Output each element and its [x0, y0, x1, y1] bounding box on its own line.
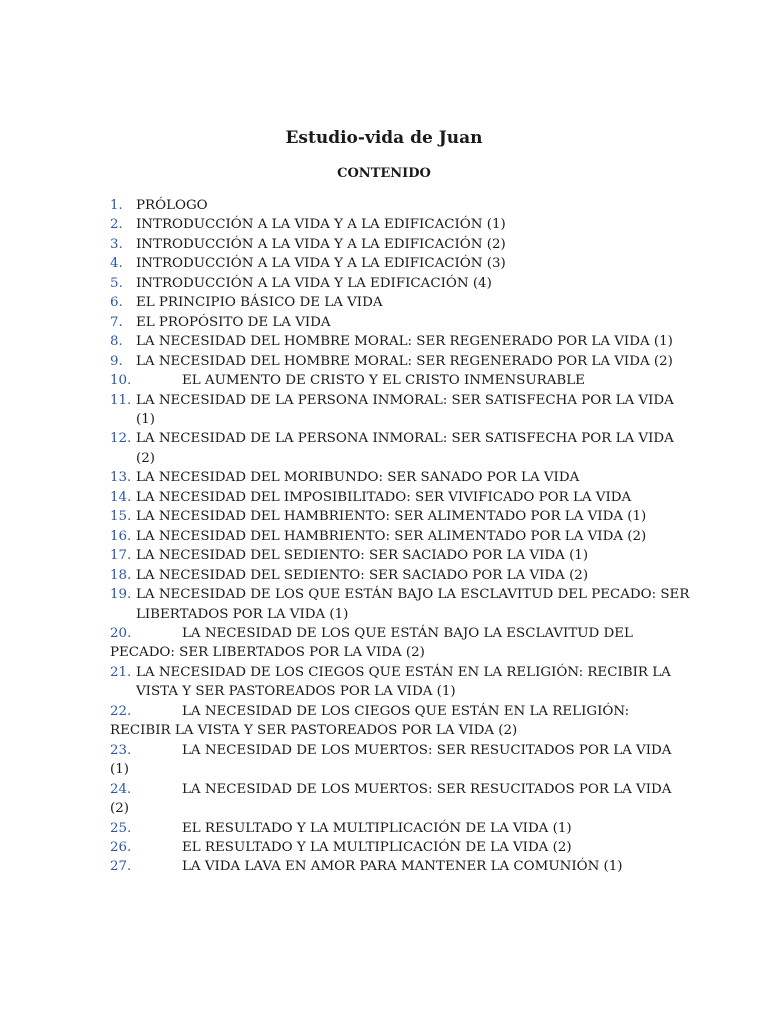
toc-item[interactable]	[110, 546, 690, 565]
toc-item-number[interactable]: 27.	[110, 859, 132, 875]
toc-item-number[interactable]: 16.	[110, 528, 132, 544]
toc-item[interactable]	[110, 235, 690, 254]
toc-item-number[interactable]: 2.	[110, 217, 123, 233]
toc-item[interactable]	[110, 332, 690, 351]
toc-item-title[interactable]: LA NECESIDAD DE LOS MUERTOS: SER RESUCITADOS POR LA VIDA (2)	[110, 781, 672, 817]
toc-item-number[interactable]: 18.	[110, 567, 132, 583]
toc-item[interactable]	[110, 702, 690, 741]
toc-item[interactable]	[110, 196, 690, 215]
toc-item-number[interactable]: 10.	[110, 373, 132, 389]
toc-item-number[interactable]: 17.	[110, 548, 132, 564]
toc-item[interactable]	[110, 566, 690, 585]
toc-item[interactable]	[110, 274, 690, 293]
toc-item-number[interactable]: 20.	[110, 625, 132, 641]
toc-item[interactable]	[110, 468, 690, 487]
toc-item-number[interactable]: 1.	[110, 198, 123, 213]
toc-item-number[interactable]: 9.	[110, 353, 123, 369]
toc-item-title[interactable]: INTRODUCCIÓN A LA VIDA Y A LA EDIFICACIÓN (3)	[136, 256, 506, 272]
toc-item-title[interactable]: LA NECESIDAD DEL HAMBRIENTO: SER ALIMENTADO POR LA VIDA (1)	[136, 509, 647, 525]
toc-item-title[interactable]: LA NECESIDAD DEL SEDIENTO: SER SACIADO POR LA VIDA (2)	[136, 567, 589, 583]
toc-item[interactable]	[110, 819, 690, 838]
toc-item-number[interactable]: 5.	[110, 275, 123, 291]
toc-item-title[interactable]: LA NECESIDAD DEL HAMBRIENTO: SER ALIMENTADO POR LA VIDA (2)	[136, 528, 647, 544]
toc-item-title[interactable]: INTRODUCCIÓN A LA VIDA Y LA EDIFICACIÓN (4)	[136, 275, 492, 291]
toc-item-title[interactable]: LA NECESIDAD DE LOS CIEGOS QUE ESTÁN EN LA RELIGIÓN: RECIBIR LA VISTA Y SER PASTOREADOS POR LA VIDA (1)	[136, 664, 671, 700]
toc-item-title[interactable]: LA VIDA LAVA EN AMOR PARA MANTENER LA COMUNIÓN (1)	[182, 859, 623, 875]
toc-item-number[interactable]: 8.	[110, 334, 123, 350]
toc-item-number[interactable]: 25.	[110, 820, 132, 836]
toc-item[interactable]	[110, 488, 690, 507]
toc-item[interactable]	[110, 857, 690, 876]
toc-item-title[interactable]: INTRODUCCIÓN A LA VIDA Y A LA EDIFICACIÓN (2)	[136, 236, 506, 252]
document-title: Estudio-vida de Juan	[285, 128, 483, 148]
toc-item[interactable]	[110, 391, 690, 430]
toc-item[interactable]	[110, 780, 690, 819]
toc-item-number[interactable]: 24.	[110, 781, 132, 797]
toc-item[interactable]	[110, 507, 690, 526]
toc-item-number[interactable]: 19.	[110, 587, 132, 603]
toc-item-title[interactable]: LA NECESIDAD DEL HOMBRE MORAL: SER REGENERADO POR LA VIDA (1)	[136, 334, 673, 350]
toc-item[interactable]	[110, 741, 690, 780]
toc-item-title[interactable]: LA NECESIDAD DE LOS CIEGOS QUE ESTÁN EN LA RELIGIÓN: RECIBIR LA VISTA Y SER PASTOREADOS POR LA VIDA (2)	[110, 703, 630, 739]
toc-item[interactable]	[110, 371, 690, 390]
toc-item-title[interactable]: LA NECESIDAD DEL IMPOSIBILITADO: SER VIVIFICADO POR LA VIDA	[136, 489, 632, 505]
toc-item[interactable]	[110, 293, 690, 312]
toc-item-title[interactable]: LA NECESIDAD DE LOS QUE ESTÁN BAJO LA ESCLAVITUD DEL PECADO: SER LIBERTADOS POR LA VIDA (2)	[110, 625, 633, 661]
toc-item-title[interactable]: LA NECESIDAD DEL MORIBUNDO: SER SANADO POR LA VIDA	[136, 470, 580, 486]
toc-item-title[interactable]: PRÓLOGO	[136, 198, 208, 213]
toc-item-title[interactable]: EL PRINCIPIO BÁSICO DE LA VIDA	[136, 295, 383, 311]
toc-item[interactable]	[110, 313, 690, 332]
toc-item[interactable]	[110, 663, 690, 702]
toc-item-number[interactable]: 23.	[110, 742, 132, 758]
toc-item-number[interactable]: 21.	[110, 664, 132, 680]
toc-item-number[interactable]: 3.	[110, 236, 123, 252]
toc-item-number[interactable]: 12.	[110, 431, 132, 447]
toc-item-number[interactable]: 22.	[110, 703, 132, 719]
toc-item-number[interactable]: 7.	[110, 314, 123, 330]
toc-item-title[interactable]: EL PROPÓSITO DE LA VIDA	[136, 314, 331, 330]
table-of-contents	[110, 196, 690, 877]
toc-item-title[interactable]: LA NECESIDAD DE LOS MUERTOS: SER RESUCITADOS POR LA VIDA (1)	[110, 742, 672, 778]
toc-item-title[interactable]: LA NECESIDAD DEL SEDIENTO: SER SACIADO POR LA VIDA (1)	[136, 548, 589, 564]
toc-item-number[interactable]: 15.	[110, 509, 132, 525]
toc-item-title[interactable]: LA NECESIDAD DE LA PERSONA INMORAL: SER SATISFECHA POR LA VIDA (1)	[136, 392, 674, 427]
toc-item-title[interactable]: EL RESULTADO Y LA MULTIPLICACIÓN DE LA VIDA (1)	[182, 820, 572, 836]
toc-item-title[interactable]: EL AUMENTO DE CRISTO Y EL CRISTO INMENSURABLE	[182, 373, 585, 389]
toc-item-title[interactable]: EL RESULTADO Y LA MULTIPLICACIÓN DE LA VIDA (2)	[182, 839, 572, 855]
toc-item-number[interactable]: 26.	[110, 839, 132, 855]
toc-item[interactable]	[110, 624, 690, 663]
toc-item-number[interactable]: 4.	[110, 256, 123, 272]
toc-item-title[interactable]: LA NECESIDAD DEL HOMBRE MORAL: SER REGENERADO POR LA VIDA (2)	[136, 353, 673, 369]
toc-item[interactable]	[110, 254, 690, 273]
toc-item[interactable]	[110, 838, 690, 857]
toc-item[interactable]	[110, 215, 690, 234]
toc-item-number[interactable]: 13.	[110, 470, 132, 486]
toc-item[interactable]	[110, 352, 690, 371]
toc-heading: CONTENIDO	[337, 166, 431, 181]
toc-item[interactable]	[110, 429, 690, 468]
toc-item[interactable]	[110, 527, 690, 546]
toc-item-number[interactable]: 11.	[110, 392, 132, 408]
toc-item-number[interactable]: 6.	[110, 295, 123, 311]
toc-item-title[interactable]: LA NECESIDAD DE LA PERSONA INMORAL: SER SATISFECHA POR LA VIDA (2)	[136, 431, 674, 466]
toc-item[interactable]	[110, 585, 690, 624]
toc-item-title[interactable]: INTRODUCCIÓN A LA VIDA Y A LA EDIFICACIÓN (1)	[136, 217, 506, 233]
toc-item-number[interactable]: 14.	[110, 489, 132, 505]
toc-item-title[interactable]: LA NECESIDAD DE LOS QUE ESTÁN BAJO LA ESCLAVITUD DEL PECADO: SER LIBERTADOS POR LA VIDA (1)	[136, 587, 690, 622]
